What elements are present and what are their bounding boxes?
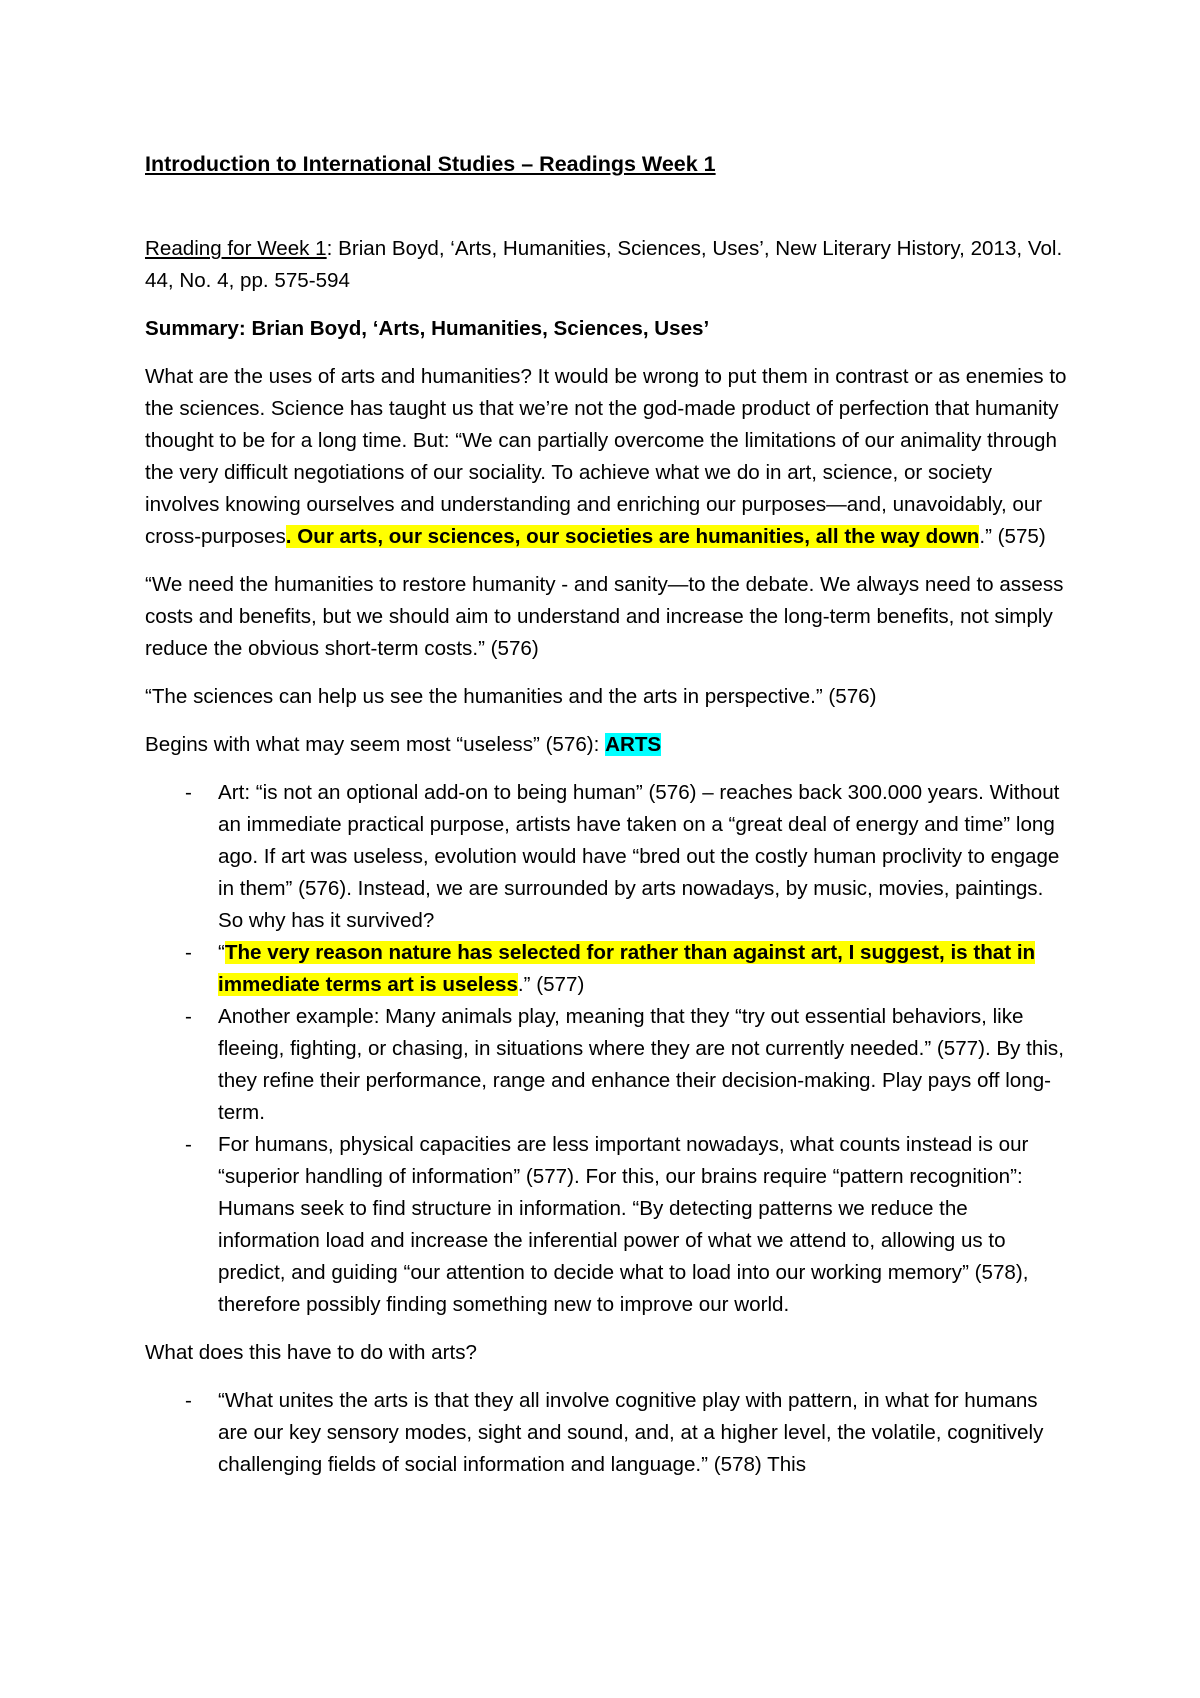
- reading-citation: Brian Boyd, ‘Arts, Humanities, Sciences, Uses’, New Literary History, 2013, Vol. 44, No. 4, pp. 575-594: [145, 237, 1063, 292]
- list-item-text: Another example: Many animals play, meaning that they “try out essential behaviors, like fleeing, fighting, or chasing, in situations where they are not currently needed.” (577). By this, they refine their performance, range and enhance their decision-making. Play pays off long-term.: [218, 1005, 1064, 1124]
- summary-heading: Summary: Brian Boyd, ‘Arts, Humanities, Sciences, Uses’: [145, 317, 710, 340]
- list-item-text: Art: “is not an optional add-on to being human” (576) – reaches back 300.000 years. Without an immediate practical purpose, artists have taken on a “great deal of energy and time” long ago. If art was useless, evolution would have “bred out the costly human proclivity to engage in them” (576). Instead, we are surrounded by arts nowadays, by music, movies, paintings. So why has it survived?: [218, 781, 1060, 932]
- list-item-lead: “: [218, 941, 225, 964]
- paragraph-arts-text: Begins with what may seem most “useless” (576):: [145, 733, 606, 756]
- reading-label: Reading for Week 1: [145, 237, 327, 260]
- bullet-dash: -: [185, 781, 192, 804]
- list-item-tail: .” (577): [517, 973, 585, 996]
- list-item-text: For humans, physical capacities are less important nowadays, what counts instead is our “superior handling of information” (577). For this, our brains require “pattern recognition”: Humans seek to find structure in information. “By detecting patterns we reduce the information load and increase the inferential power of what we attend to, allowing us to predict, and guiding “our attention to decide what to load into our working memory” (578), therefore possibly finding something new to improve our world.: [218, 1133, 1029, 1316]
- highlight-humanities-quote: . Our arts, our sciences, our societies are humanities, all the way down: [285, 525, 980, 548]
- paragraph-intro-text: What are the uses of arts and humanities? It would be wrong to put them in contrast or as enemies to the sciences. Science has taught us that we’re not the god-made product of perfection that humanity thought to be for a long time. But: “We can partially overcome the limitations of our animality through the very difficult negotiations of our sociality. To achieve what we do in art, science, or society involves knowing ourselves and understanding and enriching our purposes—and, unavoidably, our cross-purposes: [145, 365, 1067, 548]
- list-item: [145, 1129, 1070, 1321]
- paragraph-quote-576b: “The sciences can help us see the humanities and the arts in perspective.” (576): [145, 685, 877, 708]
- paragraph-quote-576a: “We need the humanities to restore humanity - and sanity—to the debate. We always need to assess costs and benefits, but we should aim to understand and increase the long-term benefits, not simply reduce the obvious short-term costs.” (576): [145, 573, 1064, 660]
- reading-reference: [145, 233, 1070, 297]
- bullet-list-patterns: [145, 1385, 1070, 1481]
- bullet-dash: -: [185, 1389, 192, 1412]
- document-title: Introduction to International Studies – Readings Week 1: [145, 152, 716, 176]
- highlight-arts: ARTS: [605, 733, 662, 756]
- paragraph-arts-intro: [145, 729, 1070, 761]
- bullet-dash: -: [185, 1133, 192, 1156]
- list-item: [145, 937, 1070, 1001]
- list-item: [145, 777, 1070, 937]
- paragraph-intro-tail: .” (575): [979, 525, 1046, 548]
- list-item-text: “What unites the arts is that they all involve cognitive play with pattern, in what for humans are our key sensory modes, sight and sound, and, at a higher level, the volatile, cognitively challenging fields of social information and language.” (578) This: [218, 1389, 1044, 1476]
- list-item: [145, 1001, 1070, 1129]
- list-item: [145, 1385, 1070, 1481]
- highlight-art-useless: The very reason nature has selected for rather than against art, I suggest, is that in immediate terms art is useless: [218, 941, 1036, 996]
- paragraph-question: What does this have to do with arts?: [145, 1341, 477, 1364]
- paragraph-intro: [145, 361, 1070, 553]
- reading-colon: :: [326, 237, 333, 260]
- bullet-list-arts: [145, 777, 1070, 1321]
- bullet-dash: -: [185, 941, 192, 964]
- document-body: [145, 148, 1070, 1497]
- bullet-dash: -: [185, 1005, 192, 1028]
